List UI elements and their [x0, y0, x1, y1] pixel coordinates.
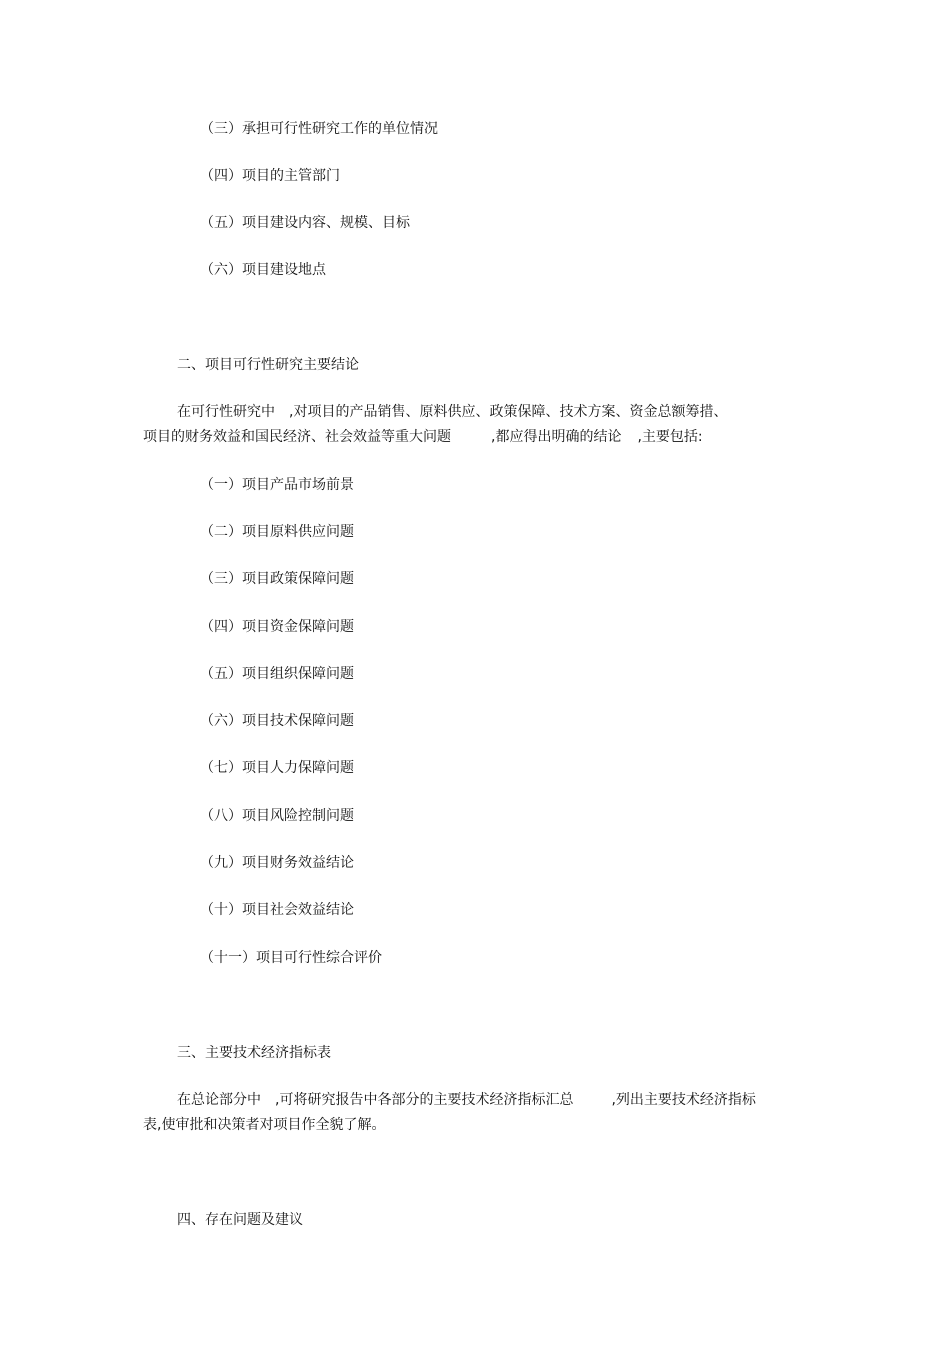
paragraph-fragment: ,可将研究报告中各部分的主要技术经济指标汇总: [275, 1092, 574, 1108]
paragraph-line: [143, 428, 703, 446]
list-item: （五）项目组织保障问题: [200, 666, 354, 682]
list-item: （七）项目人力保障问题: [200, 760, 354, 776]
list-item: （八）项目风险控制问题: [200, 808, 354, 824]
paragraph-fragment: ,对项目的产品销售、原料供应、政策保障、技术方案、资金总额筹措、: [289, 404, 728, 420]
paragraph-fragment: ,列出主要技术经济指标: [611, 1092, 756, 1108]
list-item: （二）项目原料供应问题: [200, 524, 354, 540]
list-item: （五）项目建设内容、规模、目标: [200, 215, 410, 231]
list-item: （六）项目建设地点: [200, 262, 326, 278]
list-item: （三）承担可行性研究工作的单位情况: [200, 121, 438, 137]
paragraph-fragment: 在总论部分中: [177, 1092, 261, 1108]
paragraph-line: [177, 1091, 756, 1109]
section-heading: 三、主要技术经济指标表: [177, 1045, 331, 1061]
list-item: （三）项目政策保障问题: [200, 571, 354, 587]
paragraph-line: 表,使审批和决策者对项目作全貌了解。: [143, 1117, 386, 1133]
list-item: （四）项目的主管部门: [200, 168, 340, 184]
list-item: （十）项目社会效益结论: [200, 902, 354, 918]
list-item: （一）项目产品市场前景: [200, 477, 354, 493]
paragraph-fragment: ,主要包括:: [637, 429, 703, 445]
list-item: （四）项目资金保障问题: [200, 619, 354, 635]
paragraph-line: [177, 403, 727, 421]
list-item: （六）项目技术保障问题: [200, 713, 354, 729]
list-item: （十一）项目可行性综合评价: [200, 950, 382, 966]
paragraph-fragment: 项目的财务效益和国民经济、社会效益等重大问题: [143, 429, 451, 445]
section-heading: 二、项目可行性研究主要结论: [177, 357, 359, 373]
section-heading: 四、存在问题及建议: [177, 1212, 303, 1228]
paragraph-fragment: 在可行性研究中: [177, 404, 275, 420]
paragraph-fragment: ,都应得出明确的结论: [491, 429, 622, 445]
list-item: （九）项目财务效益结论: [200, 855, 354, 871]
